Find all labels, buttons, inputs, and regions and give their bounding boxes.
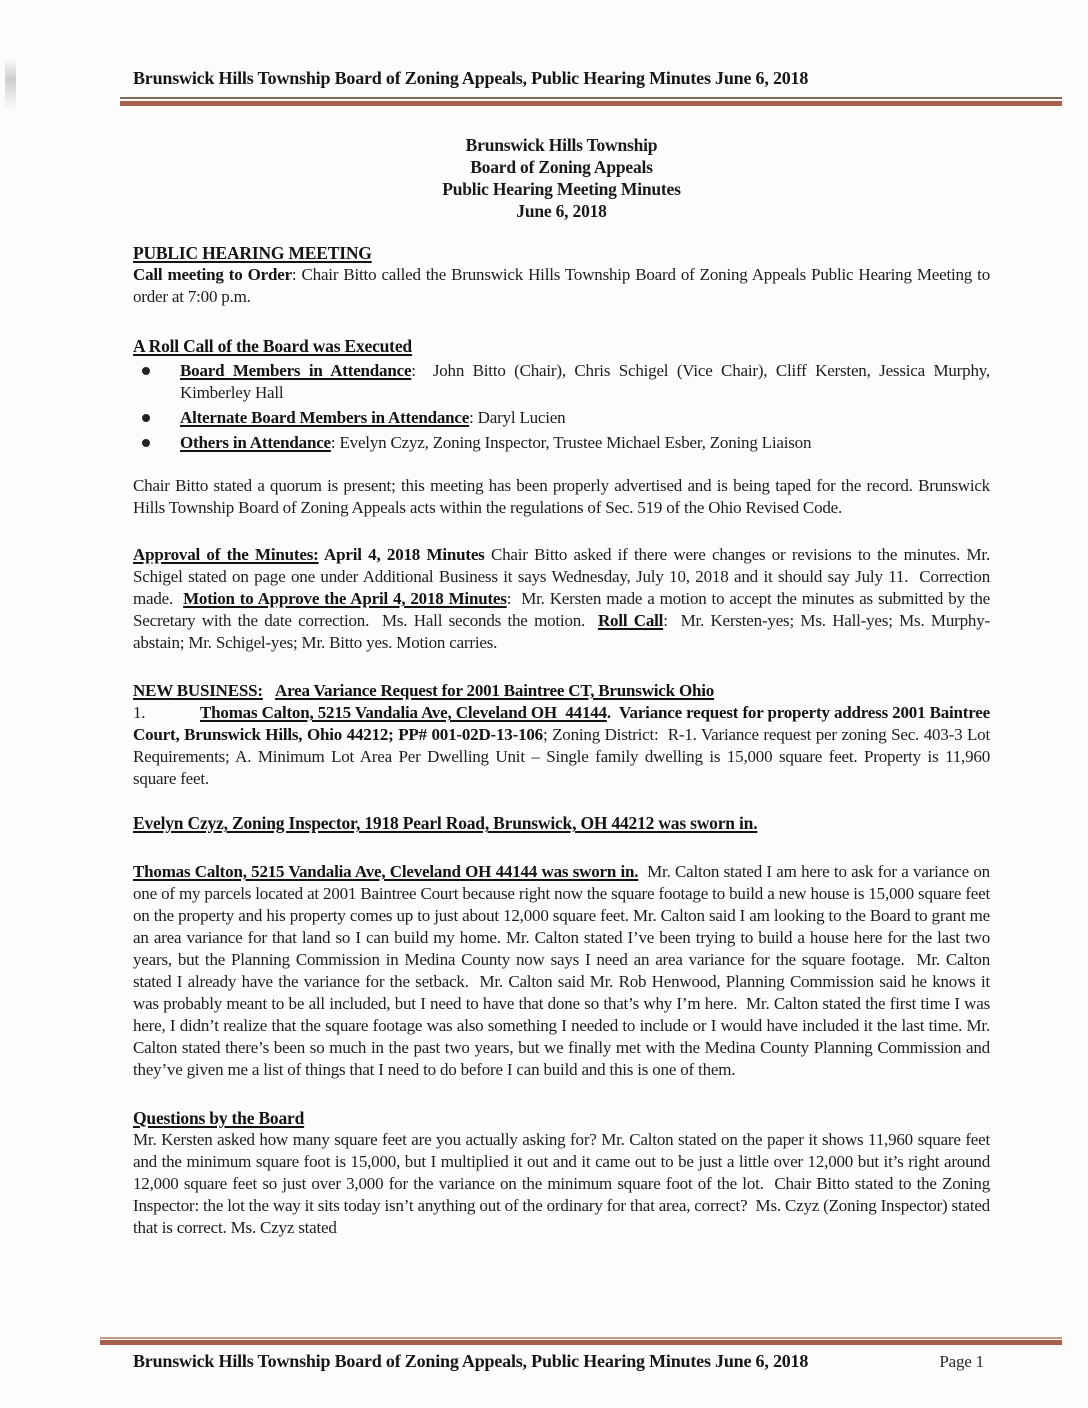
calton-sworn-in-label: Thomas Calton, 5215 Vandalia Ave, Cleveland OH 44144 was sworn in.: [133, 862, 639, 881]
bullet-content: [180, 360, 995, 404]
bullet-content: [180, 432, 990, 454]
roll-call-vote-label: Roll Call: [597, 611, 664, 630]
motion-to-approve-label: Motion to Approve the April 4, 2018 Minutes: [183, 589, 507, 608]
document-title-block: [133, 134, 990, 222]
bullet-label: Others in Attendance: [180, 433, 331, 452]
footer-page-number: Page 1: [939, 1352, 984, 1371]
heading-new-business: [133, 680, 990, 702]
variance-zoning-details: ; Zoning District: R-1. Variance request per zoning Sec. 403-3 Lot Requirements; A. Minimum Lot Area Per Dwelling Unit – Single family dwelling is 15,000 square feet. Property is 11,960 square feet.: [133, 725, 995, 788]
approval-text-2: : Mr. Kersten made a motion to accept the minutes as submitted by the Secretary with the date correction. Ms. Hall seconds the motion.: [133, 589, 995, 630]
new-business-spacer: [263, 681, 275, 700]
paragraph-approval-of-minutes: [133, 544, 995, 654]
heading-roll-call: A Roll Call of the Board was Executed: [133, 336, 412, 356]
paragraph-calton-testimony: [133, 861, 995, 1081]
title-line-1: Brunswick Hills Township: [465, 135, 658, 155]
roll-call-bullet-alternate-members: [133, 407, 990, 429]
bullet-icon: [133, 432, 180, 454]
calton-testimony-text: Mr. Calton stated I am here to ask for a variance on one of my parcels located at 2001 Baintree Court because right now the square footage to build a new house is 15,000 square feet on the property and his property comes up to just about 12,000 square feet. Mr. Calton said I am looking to the Board to grant me an area variance for that land so I can build my home. Mr. Calton stated I’ve been trying to build a house here for the last two years, but the Planning Commission in Medina County now says I need an area variance for the square footage. Mr. Calton stated I already have the variance for the setback. Mr. Calton said Mr. Rob Henwood, Planning Commission said he knows it was probably meant to be all included, but I need to have that done so that’s why I’m here. Mr. Calton stated the first time I was here, I didn’t realize that the square footage was also something I needed to include or I would have included it the last time. Mr. Calton stated there’s been so much in the past two years, but we finally met with the Medina County Planning Commission and they’ve given me a list of things that I need to do before I can build and this is one of them.: [133, 862, 995, 1079]
paragraph-variance-item-1: [133, 702, 995, 790]
approval-text-1: Chair Bitto asked if there were changes or revisions to the minutes. Mr. Schigel stated on page one under Additional Business it says Wednesday, July 10, 2018 and it should say July 11. Correction made.: [133, 545, 995, 608]
footer-text-row: [100, 1345, 1062, 1372]
approval-text-3: : Mr. Kersten-yes; Ms. Hall-yes; Ms. Murphy-abstain; Mr. Schigel-yes; Mr. Bitto yes. Motion carries.: [133, 611, 990, 652]
title-line-2: Board of Zoning Appeals: [470, 157, 653, 177]
bullet-value: : Evelyn Czyz, Zoning Inspector, Trustee Michael Esber, Zoning Liaison: [330, 433, 812, 452]
title-line-4: June 6, 2018: [516, 201, 607, 221]
paragraph-board-questions: Mr. Kersten asked how many square feet are you actually asking for? Mr. Calton stated on the paper it shows 11,960 square feet and the minimum square foot is 15,000, but I multiplied it out and it came out to be just a little over 12,000 but it’s right around 12,000 square feet so just over 3,000 for the variance on the minimum square foot of the lot. Chair Bitto stated to the Zoning Inspector: the lot the way it sits today isn’t anything out of the ordinary for that area, correct? Ms. Czyz (Zoning Inspector) stated that is correct. Ms. Czyz stated: [133, 1130, 995, 1237]
item-number: 1.: [133, 703, 146, 722]
call-to-order-text: : Chair Bitto called the Brunswick Hills Township Board of Zoning Appeals Public Hearing Meeting to order at 7:00 p.m.: [133, 265, 995, 306]
paragraph-call-to-order: [133, 264, 995, 308]
new-business-subject: Area Variance Request for 2001 Baintree CT, Brunswick Ohio: [275, 681, 715, 700]
header-divider-thick-line: [120, 101, 1062, 106]
heading-public-hearing-meeting: PUBLIC HEARING MEETING: [133, 243, 372, 263]
page-header-title: Brunswick Hills Township Board of Zoning Appeals, Public Hearing Minutes June 6, 2018: [133, 68, 809, 88]
header-divider: [120, 97, 1062, 106]
bullet-icon: [133, 407, 180, 429]
bullet-content: [180, 407, 990, 429]
heading-czyz-sworn-in: Evelyn Czyz, Zoning Inspector, 1918 Pearl Road, Brunswick, OH 44212 was sworn in.: [133, 813, 758, 833]
roll-call-bullet-others: [133, 432, 990, 454]
scan-edge-artifact: [5, 58, 16, 110]
approval-heading-label: Approval of the Minutes:: [133, 545, 319, 564]
roll-call-bullet-board-members: [133, 360, 995, 404]
variance-property-details: . Variance request for property address 2001 Baintree Court, Brunswick Hills, Ohio 44212; PP# 001-02D-13-106: [133, 703, 995, 744]
paragraph-quorum: Chair Bitto stated a quorum is present; this meeting has been properly advertised and is being taped for the record. Brunswick Hills Township Board of Zoning Appeals acts within the regulations of Sec. 519 of the Ohio Revised Code.: [133, 476, 995, 517]
applicant-name-address: Thomas Calton, 5215 Vandalia Ave, Cleveland OH 44144: [200, 703, 607, 722]
approval-minutes-date: April 4, 2018 Minutes: [318, 545, 485, 564]
new-business-label: NEW BUSINESS:: [133, 681, 263, 700]
bullet-value: : John Bitto (Chair), Chris Schigel (Vice Chair), Cliff Kersten, Jessica Murphy, Kimberley Hall: [180, 361, 995, 402]
title-line-3: Public Hearing Meeting Minutes: [442, 179, 681, 199]
bullet-value: : Daryl Lucien: [469, 408, 566, 427]
bullet-icon: [133, 360, 180, 404]
heading-questions-by-board: Questions by the Board: [133, 1108, 305, 1128]
call-to-order-label: Call meeting to Order: [133, 265, 292, 284]
footer-title: Brunswick Hills Township Board of Zoning Appeals, Public Hearing Minutes June 6, 2018: [133, 1351, 809, 1371]
page-footer: [100, 1337, 1062, 1372]
bullet-label: Board Members in Attendance: [180, 361, 412, 380]
bullet-label: Alternate Board Members in Attendance: [180, 408, 470, 427]
